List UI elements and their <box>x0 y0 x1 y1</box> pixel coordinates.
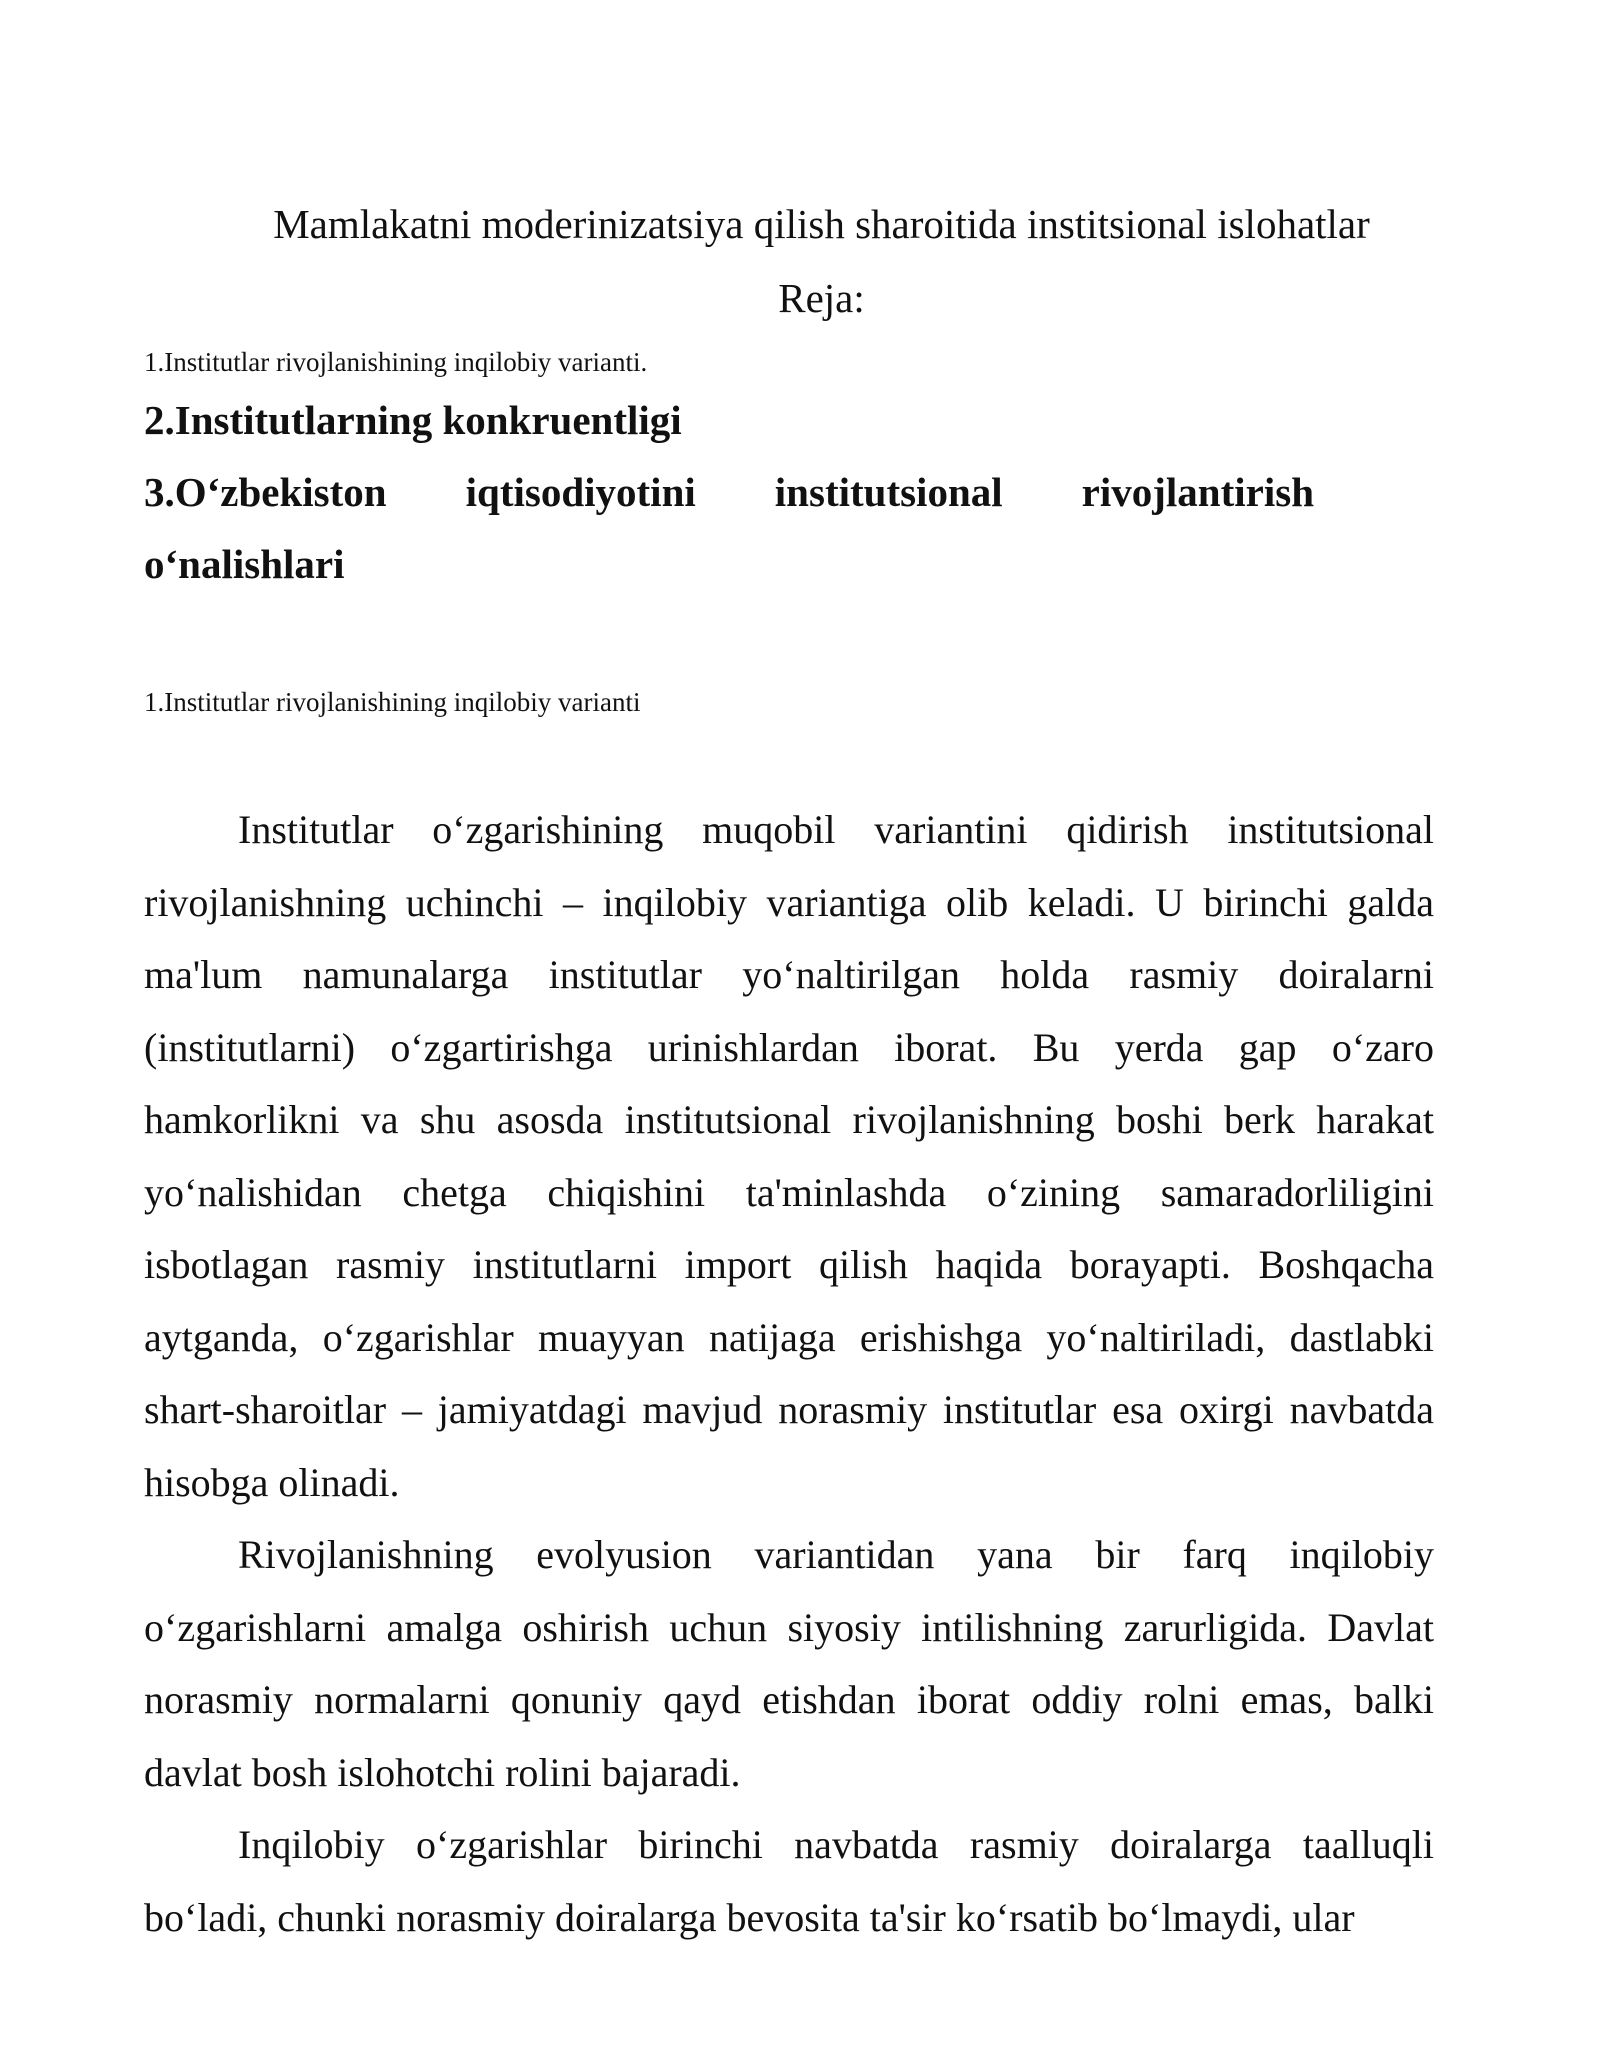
document-title: Mamlakatni moderinizatsiya qilish sharoitida institsional islohatlar <box>273 201 1370 247</box>
plan-item-1: 1.Institutlar rivojlanishining inqilobiy varianti. <box>144 347 648 377</box>
plan-item-2: 2.Institutlarning konkruentligi <box>144 397 682 443</box>
paragraph-1: Institutlar o‘zgarishining muqobil variantini qidirish institutsional rivojlanishning uchinchi – inqilobiy variantiga olib keladi. U birinchi galda ma'lum namunalarga institutlar yo‘naltirilgan holda rasmiy doiralarni (institutlarni) o‘zgartirishga urinishlardan iborat. Bu yerda gap o‘zaro hamkorlikni va shu asosda institutsional rivojlanishning boshi berk harakat yo‘nalishidan chetga chiqishini ta'minlashda o‘zining samaradorliligini isbotlagan rasmiy institutlarni import qilish haqida borayapti. Boshqacha aytganda, o‘zgarishlar muayyan natijaga erishishga yo‘naltiriladi, dastlabki shart-sharoitlar – jamiyatdagi mavjud norasmiy institutlar esa oxirgi navbatda hisobga olinadi. <box>144 807 1434 1505</box>
section-heading: 1.Institutlar rivojlanishining inqilobiy varianti <box>144 687 641 717</box>
plan-heading: Reja: <box>778 275 865 321</box>
paragraph-2: Rivojlanishning evolyusion variantidan yana bir farq inqilobiy o‘zgarishlarni amalga oshirish uchun siyosiy intilishning zarurligida. Davlat norasmiy normalarni qonuniy qayd etishdan iborat oddiy rolni emas, balki davlat bosh islohotchi rolini bajaradi. <box>144 1532 1434 1795</box>
plan-item-3: 3.O‘zbekiston iqtisodiyotini institutsional rivojlantirish o‘nalishlari <box>144 469 1314 587</box>
paragraph-3: Inqilobiy o‘zgarishlar birinchi navbatda rasmiy doiralarga taalluqli bo‘ladi, chunki norasmiy doiralarga bevosita ta'sir ko‘rsatib bo‘lmaydi, ular <box>144 1822 1434 1940</box>
body-text <box>144 794 1434 1954</box>
